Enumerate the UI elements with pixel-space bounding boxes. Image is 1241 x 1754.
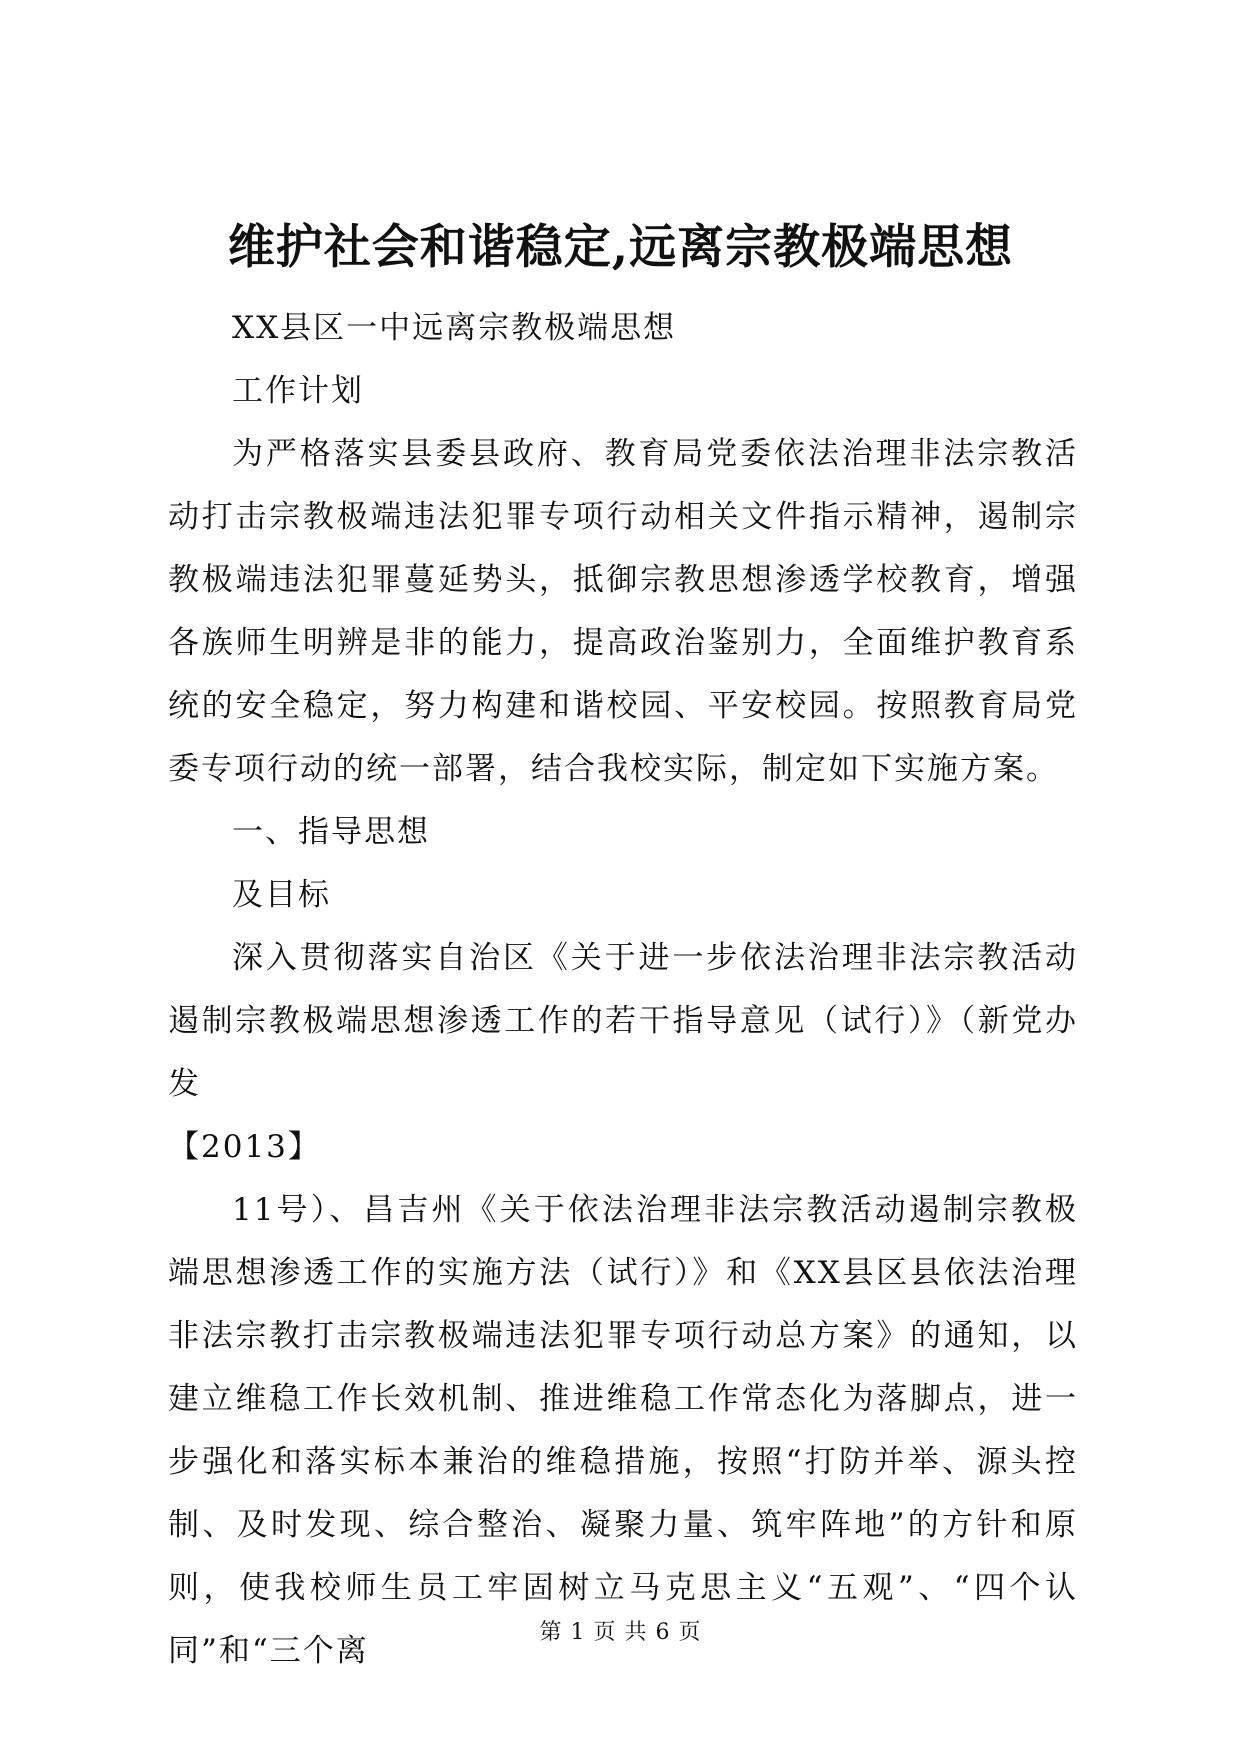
paragraph-document-year: 【2013】 xyxy=(168,1129,321,1165)
paragraph-guidance-part-1: 深入贯彻落实自治区《关于进一步依法治理非法宗教活动遏制宗教极端思想渗透工作的若干指导意见（试行）》（新党办发 xyxy=(168,940,1078,1102)
paragraph-school-heading: XX县区一中远离宗教极端思想 xyxy=(232,310,677,346)
page-footer: 第 1 页 共 6 页 xyxy=(539,1620,702,1645)
paragraph-guidance-part-2: 11号）、昌吉州《关于依法治理非法宗教活动遏制宗教极端思想渗透工作的实施方法（试行）》和《XX县区县依法治理非法宗教打击宗教极端违法犯罪专项行动总方案》的通知，以建立维稳工作长效机制、推进维稳工作常态化为落脚点，进一步强化和落实标本兼治的维稳措施，按照“打防并举、源头控制、及时发现、综合整治、凝聚力量、筑牢阵地”的方针和原则，使我校师生员工牢固树立马克思主义“五观”、“四个认同”和“三个离 xyxy=(168,1192,1078,1669)
paragraph-work-plan-heading: 工作计划 xyxy=(232,373,364,409)
paragraph-introduction: 为严格落实县委县政府、教育局党委依法治理非法宗教活动打击宗教极端违法犯罪专项行动相关文件指示精神，遏制宗教极端违法犯罪蔓延势头，抵御宗教思想渗透学校教育，增强各族师生明辨是非的能力，提高政治鉴别力，全面维护教育系统的安全稳定，努力构建和谐校园、平安校园。按照教育局党委专项行动的统一部署，结合我校实际，制定如下实施方案。 xyxy=(168,436,1078,787)
document-body xyxy=(168,297,1078,1683)
section-heading-guiding-thought: 一、指导思想 xyxy=(232,814,430,850)
section-heading-goals: 及目标 xyxy=(232,877,331,913)
document-title: 维护社会和谐稳定,远离宗教极端思想 xyxy=(227,220,1014,275)
